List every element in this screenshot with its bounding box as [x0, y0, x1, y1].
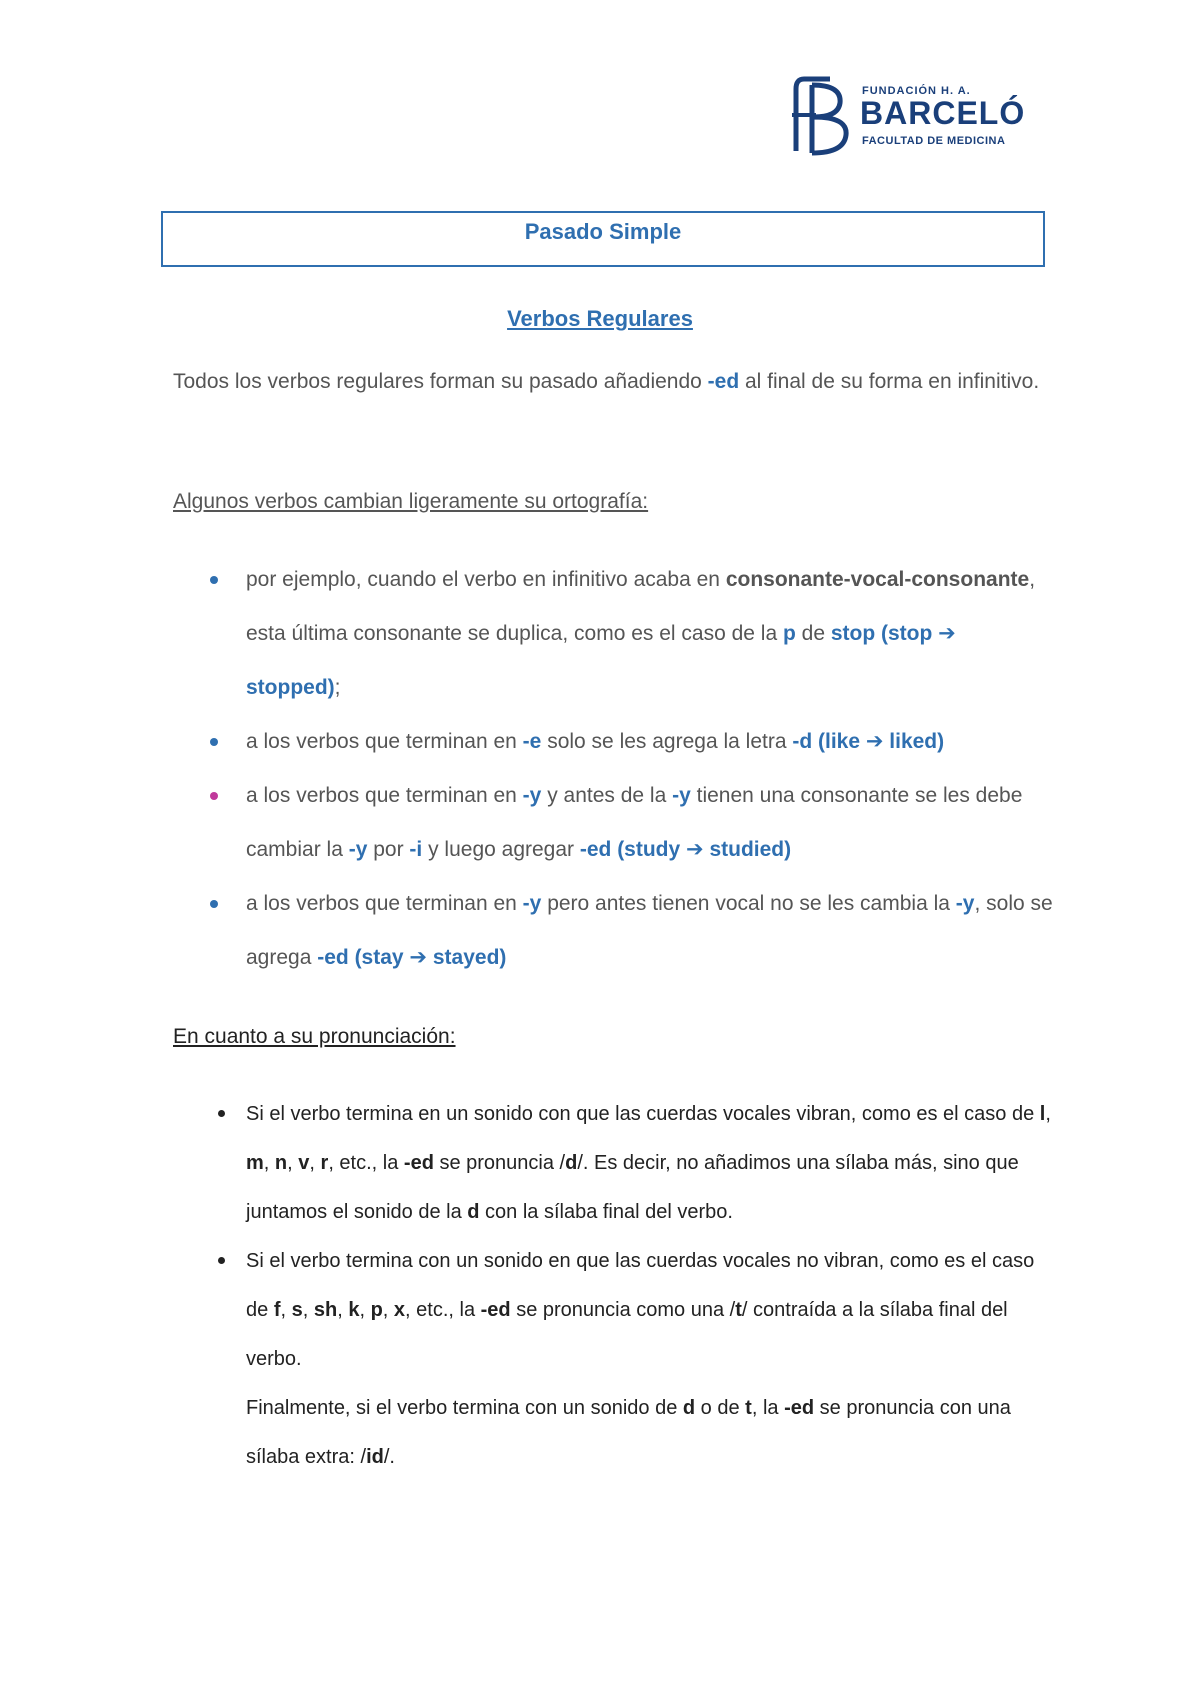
intro-highlight: -ed — [707, 370, 740, 393]
final-note: Finalmente, si el verbo termina con un sonido de d o de t, la -ed se pronuncia con una sílaba extra: /id/. — [246, 1397, 1011, 1468]
intro-text: Todos los verbos regulares forman su pasado añadiendo — [173, 370, 708, 393]
pronunciation-rules-list — [173, 1090, 1053, 1482]
fb-monogram-icon — [790, 75, 852, 157]
bullet-icon — [210, 738, 218, 746]
section-heading: Verbos Regulares — [507, 306, 693, 331]
spelling-rules-list — [173, 553, 1053, 985]
spelling-heading: Algunos verbos cambian ligeramente su ortografía: — [173, 490, 649, 513]
bullet-icon — [218, 1110, 225, 1117]
title-box — [161, 211, 1045, 267]
page-title: Pasado Simple — [524, 219, 682, 244]
list-item: Si el verbo termina en un sonido con que las cuerdas vocales vibran, como es el caso de l, m, n, v, r, etc., la -ed se pronuncia /d/. Es decir, no añadimos una sílaba más, sino que juntamos el sonido de la d con la sílaba final del verbo. — [173, 1090, 1053, 1237]
list-item: a los verbos que terminan en -y y antes de la -y tienen una consonante se les debe cambiar la -y por -i y luego agregar -ed (study ➔ studied) — [173, 769, 1053, 877]
logo-faculty-text: FACULTAD DE MEDICINA — [862, 135, 1006, 147]
pronunciation-heading: En cuanto a su pronunciación: — [173, 1025, 456, 1048]
intro-text-end: al final de su forma en infinitivo. — [739, 370, 1040, 393]
bullet-icon — [210, 900, 218, 908]
bullet-icon — [210, 792, 218, 800]
intro-paragraph — [173, 355, 1053, 409]
institution-logo — [790, 75, 1030, 155]
bullet-icon — [218, 1257, 225, 1264]
list-item: Si el verbo termina con un sonido en que las cuerdas vocales no vibran, como es el caso de f, s, sh, k, p, x, etc., la -ed se pronuncia como una /t/ contraída a la sílaba final del verbo. — [173, 1237, 1053, 1384]
list-item: a los verbos que terminan en -e solo se les agrega la letra -d (like ➔ liked) — [173, 715, 1053, 769]
logo-name-text: BARCELÓ — [860, 95, 1026, 131]
logo-foundation-text: FUNDACIÓN H. A. — [862, 85, 971, 97]
bullet-icon — [210, 576, 218, 584]
list-item: a los verbos que terminan en -y pero antes tienen vocal no se les cambia la -y, solo se agrega -ed (stay ➔ stayed) — [173, 877, 1053, 985]
list-item: por ejemplo, cuando el verbo en infinitivo acaba en consonante-vocal-consonante, esta última consonante se duplica, como es el caso de la p de stop (stop ➔ stopped); — [173, 553, 1053, 715]
